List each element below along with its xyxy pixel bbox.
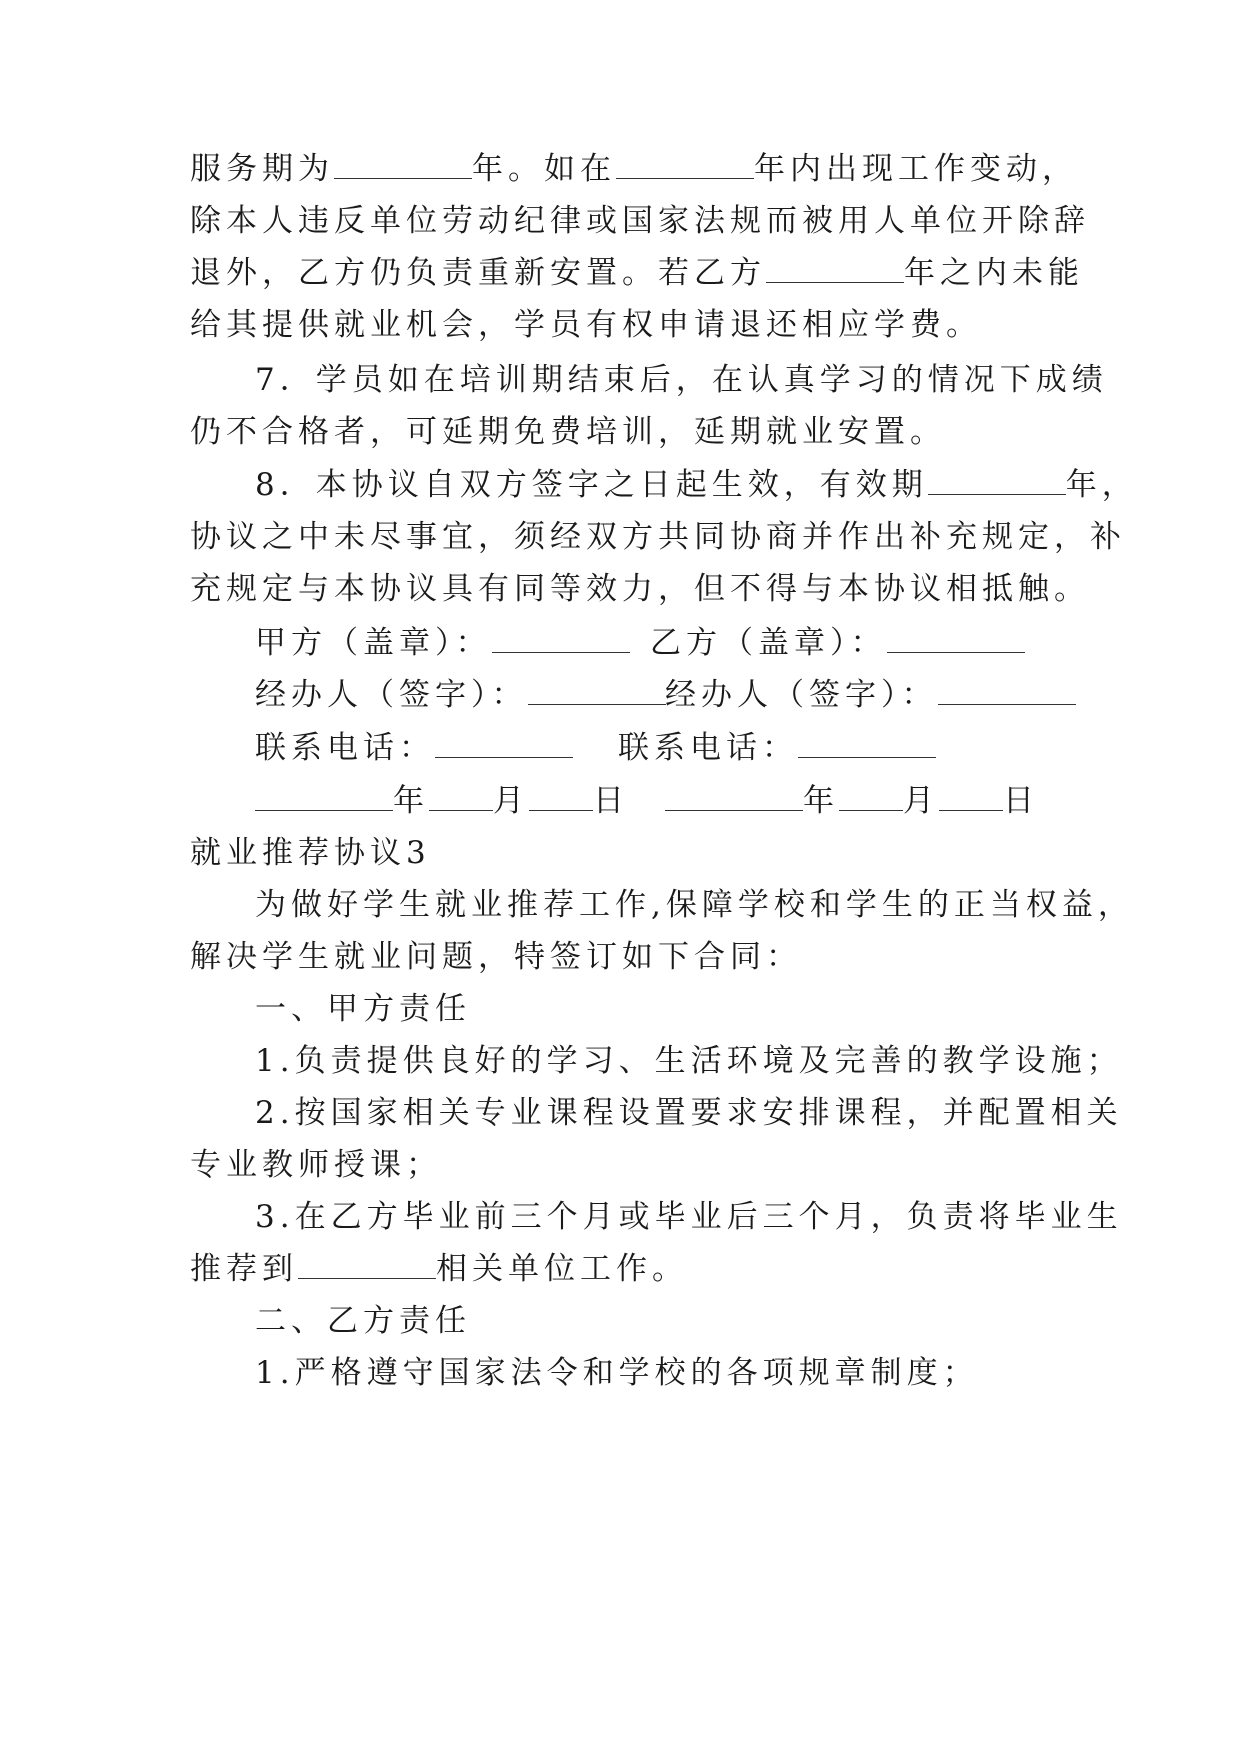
- text: 月: [493, 783, 529, 819]
- phone-b-label: 联系电话：: [618, 730, 798, 766]
- party-a-item: 3.在乙方毕业前三个月或毕业后三个月，负责将毕业生: [255, 1199, 1123, 1235]
- paragraph-line: 仍不合格者，可延期免费培训，延期就业安置。: [190, 414, 946, 450]
- blank-field: [616, 152, 754, 179]
- text: 服务期为: [190, 151, 334, 187]
- blank-field: [528, 678, 666, 705]
- handler-b-label: 经办人（签字）：: [665, 677, 938, 713]
- text: 年之内未能: [904, 255, 1084, 291]
- text: 年: [393, 783, 429, 819]
- blank-field: [928, 468, 1066, 495]
- paragraph-line: [190, 1249, 688, 1289]
- text: 年内出现工作变动，: [754, 151, 1078, 187]
- blank-field: [255, 784, 393, 811]
- seal-line: [255, 623, 630, 663]
- party-a-heading: 一、甲方责任: [255, 991, 471, 1027]
- date-line: [255, 781, 629, 821]
- paragraph-line: 给其提供就业机会，学员有权申请退还相应学费。: [190, 307, 982, 343]
- party-b-item: 1.严格遵守国家法令和学校的各项规章制度；: [255, 1355, 979, 1391]
- text: 日: [1003, 783, 1039, 819]
- party-b-heading: 二、乙方责任: [255, 1303, 471, 1339]
- intro-line: 为做好学生就业推荐工作,保障学校和学生的正当权益，: [255, 887, 1134, 923]
- blank-field: [298, 1252, 436, 1279]
- service-period-line: [190, 149, 1078, 189]
- section-title: 就业推荐协议3: [190, 835, 431, 871]
- text: 8．本协议自双方签字之日起生效，有效期: [255, 467, 928, 503]
- handler-line: [255, 675, 666, 715]
- blank-field: [939, 784, 1003, 811]
- blank-field: [334, 152, 472, 179]
- blank-field: [887, 626, 1025, 653]
- clause-8-line: [255, 465, 1138, 505]
- text: 年: [803, 783, 839, 819]
- party-a-seal-label: 甲方（盖章）：: [255, 625, 492, 661]
- text: 日: [593, 783, 629, 819]
- blank-field: [529, 784, 593, 811]
- blank-field: [766, 256, 904, 283]
- paragraph-line: [190, 253, 1084, 293]
- party-a-item: 1.负责提供良好的学习、生活环境及完善的教学设施；: [255, 1043, 1123, 1079]
- handler-a-label: 经办人（签字）：: [255, 677, 528, 713]
- date-line: [665, 781, 1039, 821]
- blank-field: [839, 784, 903, 811]
- paragraph-line: 协议之中未尽事宜，须经双方共同协商并作出补充规定，补: [190, 519, 1126, 555]
- phone-line: [618, 728, 936, 768]
- phone-a-label: 联系电话：: [255, 730, 435, 766]
- text: 相关单位工作。: [436, 1251, 688, 1287]
- blank-field: [798, 731, 936, 758]
- party-b-seal-label: 乙方（盖章）：: [650, 625, 887, 661]
- seal-line: [650, 623, 1025, 663]
- text: 推荐到: [190, 1251, 298, 1287]
- blank-field: [492, 626, 630, 653]
- blank-field: [938, 678, 1076, 705]
- paragraph-line: 专业教师授课；: [190, 1147, 442, 1183]
- clause-7-line: 7．学员如在培训期结束后，在认真学习的情况下成绩: [255, 362, 1108, 398]
- text: 退外，乙方仍负责重新安置。若乙方: [190, 255, 766, 291]
- party-a-item: 2.按国家相关专业课程设置要求安排课程，并配置相关: [255, 1095, 1123, 1131]
- intro-line: 解决学生就业问题，特签订如下合同：: [190, 939, 802, 975]
- blank-field: [429, 784, 493, 811]
- blank-field: [435, 731, 573, 758]
- text: 月: [903, 783, 939, 819]
- handler-line: [665, 675, 1076, 715]
- phone-line: [255, 728, 573, 768]
- text: 年，: [1065, 467, 1138, 503]
- text: 年。如在: [472, 151, 616, 187]
- paragraph-line: 充规定与本协议具有同等效力，但不得与本协议相抵触。: [190, 571, 1090, 607]
- blank-field: [665, 784, 803, 811]
- paragraph-line: 除本人违反单位劳动纪律或国家法规而被用人单位开除辞: [190, 203, 1090, 239]
